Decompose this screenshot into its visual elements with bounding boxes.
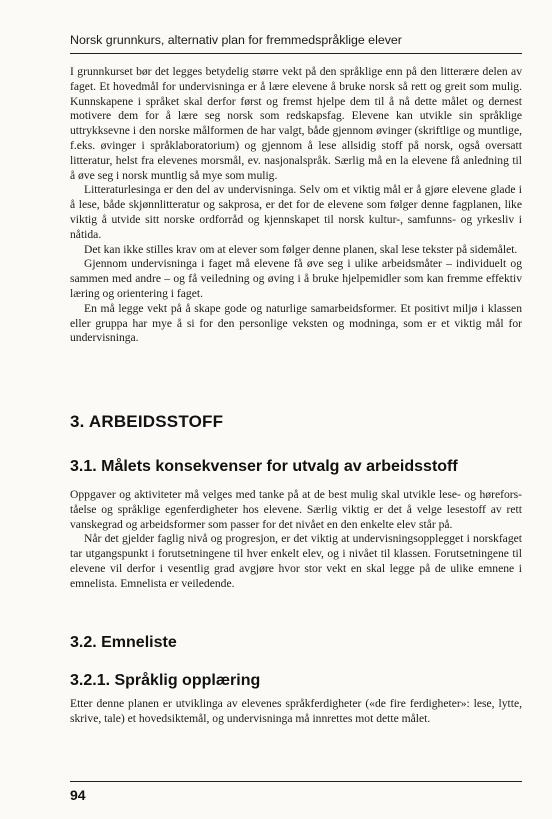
paragraph: Det kan ikke stilles krav om at elever som følger denne planen, skal lese tekster på sidemålet.	[84, 242, 518, 256]
paragraph: Litteraturlesinga er den del av undervisninga. Selv om et viktig mål er å gjøre elevene glade i å lese, både skjønnlitteratur og sakprosa, er det for de elevene som følger denne fagplanen, like viktig å utvide sitt norske ordforråd og kjennskapet til norsk kultur-, samfunns- og yrkesliv i nåtida.	[70, 183, 522, 241]
paragraph: En må legge vekt på å skape gode og naturlige samarbeidsformer. Et positivt miljø i klassen eller gruppa har mye å si for den personlige veksten og modninga, som er et viktig mål for undervisninga.	[70, 301, 522, 345]
running-header: Norsk grunnkurs, alternativ plan for fremmedspråklige elever	[70, 33, 402, 47]
intro-text-block	[70, 65, 522, 346]
footer-divider	[70, 781, 522, 782]
paragraph: Når det gjelder faglig nivå og progresjon, er det viktig at undervisningsopplegget i norskfaget tar utgangspunkt i forutsetningene til hver enkelt elev, og i nivået til klassen. Forutsetningene til elevene vil derfor i vesentlig grad avgjøre hvor stor vekt en skal legge på de ulike emnene i emnelista. Emnelista er veiledende.	[70, 532, 522, 590]
paragraph: Etter denne planen er utviklinga av elevenes språkferdigheter («de fire ferdigheter»: lese, lytte, skrive, tale) et hovedsiktemål, og undervisninga må innrettes mot dette målet.	[70, 697, 522, 725]
paragraph: Gjennom undervisninga i faget må elevene få øve seg i ulike arbeidsmåter – individuelt og sammen med andre – og få veiledning og øving i å bruke hjelpemidler som kan fremme effektiv læring og orientering i faget.	[70, 257, 522, 300]
section-3-1-text	[70, 488, 522, 592]
paragraph: I grunnkurset bør det legges betydelig større vekt på den språklige enn på den litterære delen av faget. Et hovedmål for undervisninga er å lære elevene å bruke norsk så rett og greit som mulig. Kunnskapene i språket skal derfor først og fremst hjelpe dem til å nå dette målet og dernest motivere dem for å lære seg norsk som redskapsfag. Elevene kan utvikle sin språklige uttrykksevne i den norske målformen de har valgt, både gjennom øvinger (skriftlige og muntlige, f.eks. øvinger i språklaboratorium) og gjennom å lese allsidig stoff på norsk, også oversatt litteratur, helst fra elevenes morsmål, ev. nasjonalspråk. Særlig må en la elevene få anledning til å øve seg i norsk muntlig så mye som mulig.	[70, 65, 522, 182]
subsubsection-heading: 3.2.1. Språklig opplæring	[70, 672, 261, 689]
section-3-2-1-text	[70, 697, 522, 727]
subsection-heading: 3.2. Emneliste	[70, 634, 177, 651]
subsection-heading: 3.1. Målets konsekvenser for utvalg av arbeidsstoff	[70, 458, 458, 475]
page-number: 94	[70, 787, 86, 803]
header-divider	[70, 53, 522, 54]
paragraph: Oppgaver og aktiviteter må velges med tanke på at de best mulig skal utvikle lese- og høreforståelse og språklige egenferdigheter hos elevene. Særlig viktig er det å velge lesestoff av rett vanskegrad og arbeidsformer som passer for det nivået en den enkelte elev står på.	[70, 488, 522, 531]
section-heading: 3. ARBEIDSSTOFF	[70, 412, 224, 431]
